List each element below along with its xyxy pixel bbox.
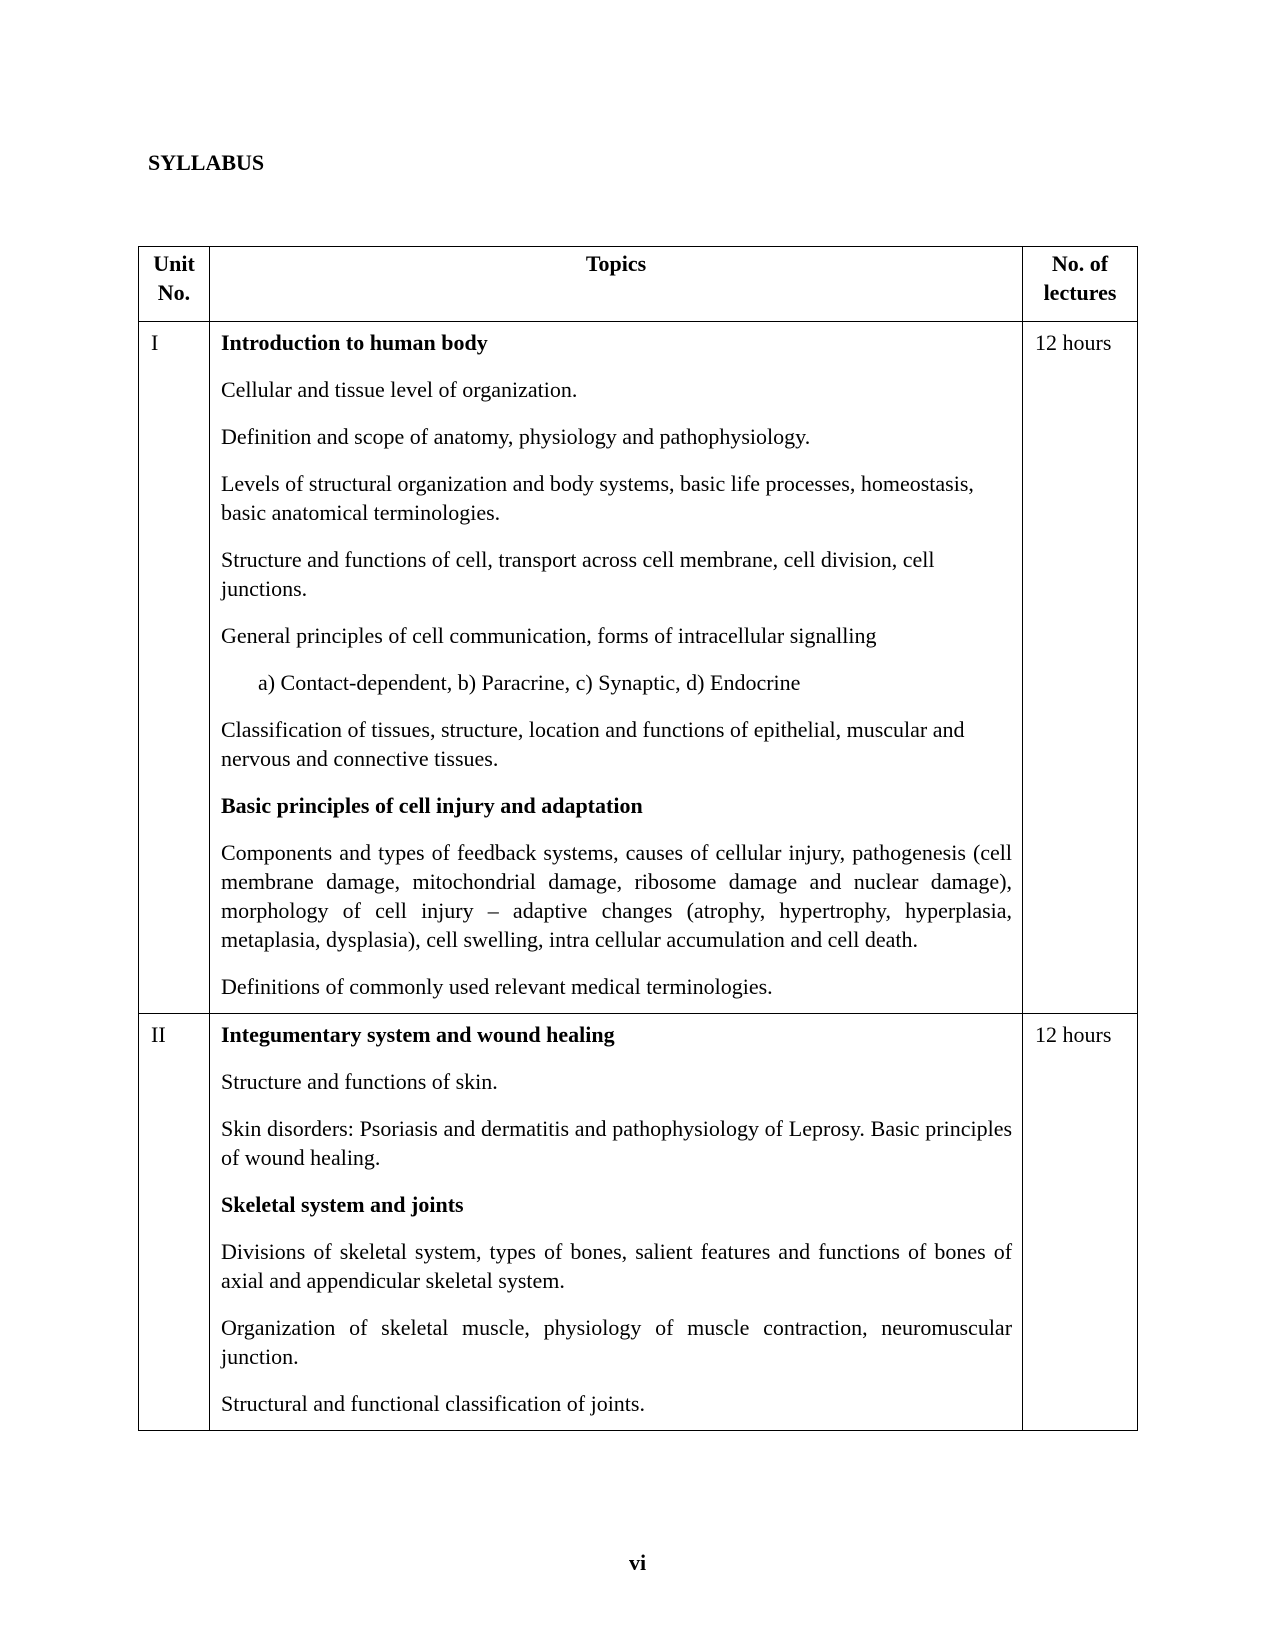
lecture-hours: 12 hours [1023,322,1138,1014]
page-number: vi [628,1550,647,1575]
lecture-hours: 12 hours [1023,1014,1138,1431]
topic-subitem: a) Contact-dependent, b) Paracrine, c) Synaptic, d) Endocrine [257,670,801,695]
topic-item: Organization of skeletal muscle, physiology of muscle contraction, neuromuscular junction. [220,1315,1013,1369]
header-unit-line1: Unit [153,251,195,276]
topic-item: Skin disorders: Psoriasis and dermatitis and pathophysiology of Leprosy. Basic principles of wound healing. [220,1116,1013,1170]
header-lectures-line1: No. of [1051,251,1109,276]
table-header-row [139,247,1138,322]
table-row-unit-2 [139,1014,1138,1431]
topic-item: Definitions of commonly used relevant medical terminologies. [220,974,773,999]
unit-topics [209,322,1022,1014]
topic-item: General principles of cell communication, forms of intracellular signalling [220,623,877,648]
header-unit-no [139,247,210,322]
table-row-unit-1 [139,322,1138,1014]
header-lectures [1023,247,1138,322]
page-title: SYLLABUS [148,150,265,175]
topic-item: Levels of structural organization and body systems, basic life processes, homeostasis, basic anatomical terminologies. [220,471,974,525]
topic-item: Structural and functional classification of joints. [220,1391,645,1416]
unit-number: I [139,322,210,1014]
topic-item: Structure and functions of skin. [220,1069,498,1094]
unit-number: II [139,1014,210,1431]
topic-item: Structure and functions of cell, transport across cell membrane, cell division, cell junctions. [220,547,935,601]
topic-heading: Integumentary system and wound healing [220,1022,615,1047]
topic-heading: Skeletal system and joints [220,1192,464,1217]
header-topics: Topics [209,247,1022,322]
header-unit-line2: No. [157,280,191,305]
topic-heading: Basic principles of cell injury and adaptation [220,793,643,818]
header-lectures-line2: lectures [1043,280,1117,305]
topic-item: Divisions of skeletal system, types of bones, salient features and functions of bones of axial and appendicular skeletal system. [220,1239,1013,1293]
syllabus-table [138,246,1138,1431]
unit-topics [209,1014,1022,1431]
topic-item: Components and types of feedback systems, causes of cellular injury, pathogenesis (cell membrane damage, mitochondrial damage, ribosome damage and nuclear damage), morphology of cell injury – adaptive changes (atrophy, hypertrophy, hyperplasia, metaplasia, dysplasia), cell swelling, intra cellular accumulation and cell death. [220,840,1013,952]
topic-item: Definition and scope of anatomy, physiology and pathophysiology. [220,424,811,449]
topic-heading: Introduction to human body [220,330,488,355]
topic-item: Cellular and tissue level of organization. [220,377,578,402]
topic-item: Classification of tissues, structure, location and functions of epithelial, muscular and nervous and connective tissues. [220,717,965,771]
